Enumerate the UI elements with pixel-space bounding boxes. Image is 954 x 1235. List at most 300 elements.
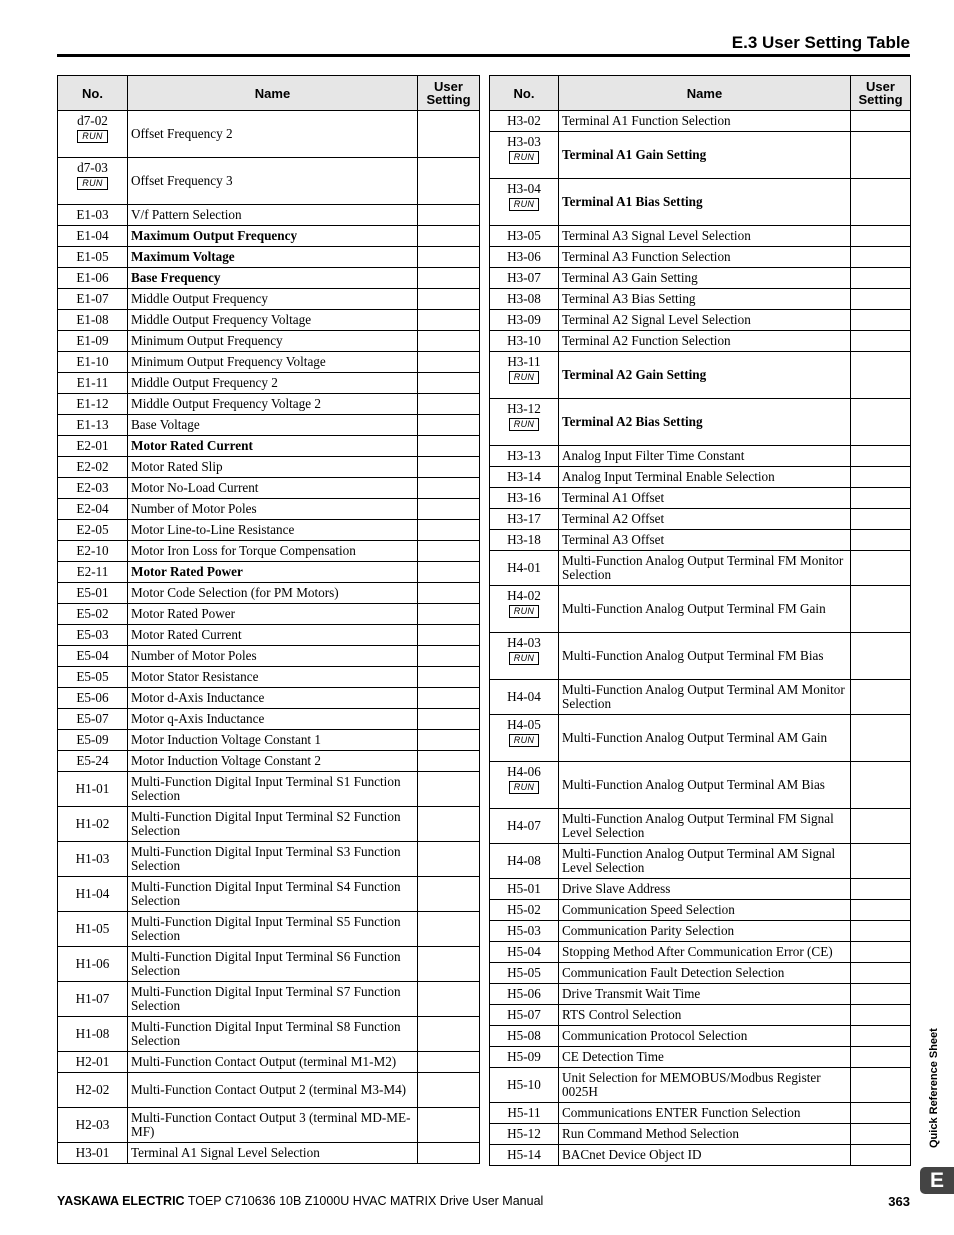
user-setting-cell[interactable]	[851, 247, 911, 268]
user-setting-cell[interactable]	[418, 1108, 480, 1143]
parameter-number: E5-24	[76, 753, 109, 768]
user-setting-cell[interactable]	[418, 373, 480, 394]
user-setting-cell[interactable]	[851, 1047, 911, 1068]
parameter-number: E1-10	[76, 354, 109, 369]
user-setting-cell[interactable]	[851, 963, 911, 984]
user-setting-cell[interactable]	[851, 942, 911, 963]
user-setting-cell[interactable]	[418, 205, 480, 226]
table-row	[58, 877, 480, 912]
parameter-number-cell	[58, 1073, 128, 1108]
table-row	[490, 1124, 911, 1145]
parameter-number: H3-10	[507, 333, 541, 348]
parameter-name: Motor Iron Loss for Torque Compensation	[128, 541, 418, 562]
parameter-name: Motor Induction Voltage Constant 1	[128, 730, 418, 751]
parameter-number: H3-07	[507, 270, 541, 285]
parameter-number-cell	[58, 982, 128, 1017]
table-row	[490, 1005, 911, 1026]
parameter-number: E5-09	[76, 732, 109, 747]
table-row	[490, 247, 911, 268]
parameter-name: Multi-Function Digital Input Terminal S1 Function Selection	[128, 772, 418, 807]
user-setting-cell[interactable]	[418, 646, 480, 667]
appendix-tab[interactable]: E	[920, 1167, 954, 1194]
parameter-number-cell	[490, 844, 559, 879]
table-row	[490, 268, 911, 289]
parameter-number: E2-05	[76, 522, 109, 537]
parameter-name: Terminal A3 Offset	[559, 530, 851, 551]
user-setting-cell[interactable]	[851, 715, 911, 762]
parameter-number-cell	[490, 879, 559, 900]
user-setting-cell[interactable]	[851, 310, 911, 331]
parameter-name: Analog Input Filter Time Constant	[559, 446, 851, 467]
parameter-name: Middle Output Frequency Voltage	[128, 310, 418, 331]
parameter-name: Offset Frequency 3	[128, 158, 418, 205]
parameter-number: H3-14	[507, 469, 541, 484]
parameter-number: H2-02	[75, 1082, 110, 1097]
user-setting-cell[interactable]	[851, 530, 911, 551]
table-row	[58, 842, 480, 877]
table-row	[490, 921, 911, 942]
parameter-number-cell	[58, 289, 128, 310]
parameter-name: V/f Pattern Selection	[128, 205, 418, 226]
parameter-name: Multi-Function Digital Input Terminal S5 Function Selection	[128, 912, 418, 947]
parameter-number: H5-11	[507, 1105, 541, 1120]
column-header-name: Name	[559, 76, 851, 111]
table-header-row	[58, 76, 480, 111]
user-setting-cell[interactable]	[851, 399, 911, 446]
parameter-name: Communication Speed Selection	[559, 900, 851, 921]
parameter-number-cell	[58, 842, 128, 877]
parameter-number: H4-01	[507, 560, 541, 575]
table-header-row	[490, 76, 911, 111]
parameter-number-cell	[58, 947, 128, 982]
user-setting-cell[interactable]	[418, 688, 480, 709]
parameter-number-cell	[490, 1124, 559, 1145]
parameter-name: Base Frequency	[128, 268, 418, 289]
table-row	[58, 111, 480, 158]
user-setting-table-right	[489, 75, 911, 1166]
user-setting-cell[interactable]	[418, 352, 480, 373]
parameter-number-cell	[58, 331, 128, 352]
parameter-name: Multi-Function Analog Output Terminal AM Gain	[559, 715, 851, 762]
parameter-name: Terminal A3 Gain Setting	[559, 268, 851, 289]
user-setting-cell[interactable]	[851, 289, 911, 310]
parameter-number-cell	[490, 247, 559, 268]
column-header-user-setting: User Setting	[418, 76, 480, 111]
user-setting-cell[interactable]	[851, 984, 911, 1005]
user-setting-cell[interactable]	[418, 1073, 480, 1108]
parameter-name: Terminal A3 Signal Level Selection	[559, 226, 851, 247]
user-setting-cell[interactable]	[851, 1145, 911, 1166]
table-row	[58, 457, 480, 478]
parameter-name: Motor Line-to-Line Resistance	[128, 520, 418, 541]
table-row	[58, 373, 480, 394]
parameter-number-cell	[58, 1017, 128, 1052]
parameter-name: Terminal A2 Bias Setting	[559, 399, 851, 446]
user-setting-cell[interactable]	[418, 709, 480, 730]
table-row	[58, 415, 480, 436]
parameter-name: Motor Stator Resistance	[128, 667, 418, 688]
parameter-name: Terminal A1 Signal Level Selection	[128, 1143, 418, 1164]
parameter-number-cell	[490, 446, 559, 467]
parameter-number: H5-05	[507, 965, 541, 980]
table-row	[490, 1047, 911, 1068]
parameter-name: Terminal A2 Offset	[559, 509, 851, 530]
parameter-number: E2-01	[76, 438, 109, 453]
user-setting-cell[interactable]	[851, 446, 911, 467]
parameter-name: Multi-Function Digital Input Terminal S3 Function Selection	[128, 842, 418, 877]
user-setting-cell[interactable]	[418, 625, 480, 646]
table-row	[58, 478, 480, 499]
user-setting-cell[interactable]	[418, 436, 480, 457]
parameter-number-cell	[58, 604, 128, 625]
user-setting-cell[interactable]	[418, 289, 480, 310]
section-title: E.3 User Setting Table	[731, 33, 910, 52]
parameter-number-cell	[490, 1068, 559, 1103]
parameter-number: E1-03	[76, 207, 109, 222]
parameter-number-cell	[490, 331, 559, 352]
parameter-number-cell	[58, 352, 128, 373]
user-setting-cell[interactable]	[851, 467, 911, 488]
parameter-number-cell	[58, 1143, 128, 1164]
parameter-number: H1-05	[75, 921, 110, 936]
table-row	[58, 226, 480, 247]
parameter-name: Motor Rated Current	[128, 436, 418, 457]
table-row	[490, 1103, 911, 1124]
parameter-name: Multi-Function Digital Input Terminal S8 Function Selection	[128, 1017, 418, 1052]
parameter-number-cell	[490, 179, 559, 226]
parameter-number-cell	[490, 586, 559, 633]
user-setting-cell[interactable]	[851, 331, 911, 352]
parameter-name: Terminal A1 Gain Setting	[559, 132, 851, 179]
run-badge-icon: RUN	[77, 130, 107, 143]
parameter-number-cell	[490, 509, 559, 530]
user-setting-cell[interactable]	[418, 982, 480, 1017]
parameter-name: Offset Frequency 2	[128, 111, 418, 158]
parameter-number: H1-04	[75, 886, 110, 901]
parameter-name: Drive Slave Address	[559, 879, 851, 900]
parameter-name: Terminal A3 Bias Setting	[559, 289, 851, 310]
parameter-name: Minimum Output Frequency Voltage	[128, 352, 418, 373]
parameter-name: Terminal A2 Signal Level Selection	[559, 310, 851, 331]
user-setting-cell[interactable]	[418, 751, 480, 772]
table-row	[490, 586, 911, 633]
parameter-name: Multi-Function Digital Input Terminal S7 Function Selection	[128, 982, 418, 1017]
user-setting-cell[interactable]	[418, 583, 480, 604]
parameter-number: H5-02	[507, 902, 541, 917]
table-row	[58, 709, 480, 730]
table-row	[490, 879, 911, 900]
user-setting-cell[interactable]	[851, 921, 911, 942]
user-setting-cell[interactable]	[851, 809, 911, 844]
parameter-name: Communication Fault Detection Selection	[559, 963, 851, 984]
table-row	[58, 583, 480, 604]
table-row	[58, 331, 480, 352]
user-setting-cell[interactable]	[418, 478, 480, 499]
parameter-number-cell	[490, 289, 559, 310]
table-row	[490, 715, 911, 762]
parameter-name: Run Command Method Selection	[559, 1124, 851, 1145]
table-row	[490, 179, 911, 226]
user-setting-cell[interactable]	[851, 1103, 911, 1124]
parameter-name: Motor Rated Current	[128, 625, 418, 646]
parameter-name: Motor Code Selection (for PM Motors)	[128, 583, 418, 604]
parameter-number-cell	[490, 530, 559, 551]
user-setting-cell[interactable]	[418, 520, 480, 541]
table-row	[58, 158, 480, 205]
table-row	[58, 205, 480, 226]
table-row	[490, 633, 911, 680]
user-setting-cell[interactable]	[851, 680, 911, 715]
table-row	[58, 751, 480, 772]
parameter-number: H1-02	[75, 816, 110, 831]
column-header-name: Name	[128, 76, 418, 111]
table-row	[490, 467, 911, 488]
table-row	[58, 772, 480, 807]
parameter-name: Communication Parity Selection	[559, 921, 851, 942]
parameter-number-cell	[58, 158, 128, 205]
user-setting-cell[interactable]	[418, 562, 480, 583]
parameter-number: H3-05	[507, 228, 541, 243]
parameter-name: Motor Rated Slip	[128, 457, 418, 478]
user-setting-cell[interactable]	[851, 1026, 911, 1047]
user-setting-cell[interactable]	[418, 1017, 480, 1052]
parameter-name: Motor d-Axis Inductance	[128, 688, 418, 709]
parameter-number-cell	[58, 478, 128, 499]
parameter-number: E5-04	[76, 648, 109, 663]
parameter-number: E1-04	[76, 228, 109, 243]
parameter-number-cell	[58, 373, 128, 394]
parameter-number: E1-11	[76, 375, 109, 390]
table-row	[490, 844, 911, 879]
user-setting-cell[interactable]	[418, 499, 480, 520]
parameter-name: Unit Selection for MEMOBUS/Modbus Register 0025H	[559, 1068, 851, 1103]
user-setting-cell[interactable]	[851, 226, 911, 247]
parameter-number: H4-04	[507, 689, 541, 704]
parameter-name: Terminal A2 Function Selection	[559, 331, 851, 352]
table-row	[490, 1068, 911, 1103]
table-row	[490, 963, 911, 984]
parameter-name: Terminal A1 Bias Setting	[559, 179, 851, 226]
parameter-number-cell	[490, 1145, 559, 1166]
parameter-name: Maximum Voltage	[128, 247, 418, 268]
user-setting-cell[interactable]	[418, 394, 480, 415]
user-setting-cell[interactable]	[851, 509, 911, 530]
parameter-number-cell	[490, 1026, 559, 1047]
user-setting-cell[interactable]	[851, 1068, 911, 1103]
parameter-name: Multi-Function Digital Input Terminal S4 Function Selection	[128, 877, 418, 912]
user-setting-cell[interactable]	[418, 158, 480, 205]
table-row	[58, 268, 480, 289]
table-row	[58, 667, 480, 688]
parameter-number: H3-11	[507, 354, 541, 369]
parameter-name: Multi-Function Analog Output Terminal FM Bias	[559, 633, 851, 680]
parameter-name: Multi-Function Analog Output Terminal AM Monitor Selection	[559, 680, 851, 715]
parameter-number: E1-12	[76, 396, 109, 411]
parameter-number-cell	[58, 688, 128, 709]
parameter-number: H5-03	[507, 923, 541, 938]
table-row	[58, 1108, 480, 1143]
parameter-number: H3-16	[507, 490, 541, 505]
run-badge-icon: RUN	[509, 198, 539, 211]
table-row	[58, 947, 480, 982]
parameter-number-cell	[58, 807, 128, 842]
user-setting-cell[interactable]	[418, 730, 480, 751]
parameter-number: H3-06	[507, 249, 541, 264]
parameter-number-cell	[490, 467, 559, 488]
parameter-name: BACnet Device Object ID	[559, 1145, 851, 1166]
user-setting-cell[interactable]	[418, 310, 480, 331]
user-setting-cell[interactable]	[418, 807, 480, 842]
parameter-number: H5-08	[507, 1028, 541, 1043]
parameter-number: H1-07	[75, 991, 110, 1006]
run-badge-icon: RUN	[509, 734, 539, 747]
side-tab-label: Quick Reference Sheet	[928, 1028, 940, 1148]
table-row	[58, 289, 480, 310]
parameter-number: H5-04	[507, 944, 541, 959]
user-setting-cell[interactable]	[851, 132, 911, 179]
user-setting-cell[interactable]	[418, 604, 480, 625]
parameter-number-cell	[58, 457, 128, 478]
parameter-number: E1-06	[76, 270, 109, 285]
parameter-name: Multi-Function Analog Output Terminal FM Signal Level Selection	[559, 809, 851, 844]
parameter-number-cell	[490, 399, 559, 446]
user-setting-cell[interactable]	[851, 268, 911, 289]
parameter-name: Number of Motor Poles	[128, 646, 418, 667]
table-row	[490, 352, 911, 399]
user-setting-cell[interactable]	[418, 226, 480, 247]
parameter-number: H3-09	[507, 312, 541, 327]
user-setting-cell[interactable]	[418, 331, 480, 352]
parameter-name: Motor q-Axis Inductance	[128, 709, 418, 730]
table-row	[58, 499, 480, 520]
column-header-user-setting: User Setting	[851, 76, 911, 111]
parameter-name: Maximum Output Frequency	[128, 226, 418, 247]
parameter-number-cell	[490, 1005, 559, 1026]
parameter-number-cell	[58, 205, 128, 226]
user-setting-cell[interactable]	[418, 247, 480, 268]
user-setting-cell[interactable]	[418, 877, 480, 912]
parameter-number: H3-04	[507, 181, 541, 196]
table-row	[490, 446, 911, 467]
run-badge-icon: RUN	[509, 652, 539, 665]
parameter-number: E2-04	[76, 501, 109, 516]
user-setting-cell[interactable]	[851, 488, 911, 509]
user-setting-cell[interactable]	[851, 586, 911, 633]
parameter-number: E1-07	[76, 291, 109, 306]
parameter-name: Terminal A1 Offset	[559, 488, 851, 509]
user-setting-cell[interactable]	[418, 111, 480, 158]
user-setting-cell[interactable]	[418, 842, 480, 877]
user-setting-cell[interactable]	[851, 551, 911, 586]
user-setting-cell[interactable]	[851, 879, 911, 900]
table-row	[490, 680, 911, 715]
table-row	[58, 1017, 480, 1052]
parameter-name: Middle Output Frequency	[128, 289, 418, 310]
run-badge-icon: RUN	[509, 371, 539, 384]
page-number: 363	[888, 1194, 910, 1209]
parameter-number-cell	[58, 520, 128, 541]
footer-brand: YASKAWA ELECTRIC	[57, 1194, 185, 1208]
parameter-number: H3-13	[507, 448, 541, 463]
user-setting-cell[interactable]	[418, 947, 480, 982]
table-row	[58, 625, 480, 646]
parameter-number: H4-03	[507, 635, 541, 650]
parameter-number: H4-06	[507, 764, 541, 779]
user-setting-cell[interactable]	[851, 762, 911, 809]
parameter-number-cell	[490, 268, 559, 289]
parameter-number-cell	[58, 667, 128, 688]
parameter-number: H3-02	[507, 113, 541, 128]
user-setting-cell[interactable]	[851, 179, 911, 226]
user-setting-cell[interactable]	[418, 1143, 480, 1164]
parameter-number-cell	[58, 394, 128, 415]
user-setting-cell[interactable]	[418, 667, 480, 688]
user-setting-cell[interactable]	[418, 457, 480, 478]
parameter-number-cell	[58, 226, 128, 247]
parameter-number: H3-01	[75, 1145, 110, 1160]
parameter-number-cell	[490, 226, 559, 247]
user-setting-cell[interactable]	[851, 844, 911, 879]
table-row	[490, 310, 911, 331]
user-setting-cell[interactable]	[851, 352, 911, 399]
parameter-number-cell	[490, 352, 559, 399]
table-row	[58, 541, 480, 562]
user-setting-cell[interactable]	[851, 900, 911, 921]
user-setting-cell[interactable]	[851, 111, 911, 132]
parameter-name: Multi-Function Analog Output Terminal FM Monitor Selection	[559, 551, 851, 586]
parameter-number: H4-08	[507, 853, 541, 868]
parameter-name: Communications ENTER Function Selection	[559, 1103, 851, 1124]
parameter-number-cell	[490, 809, 559, 844]
table-row	[58, 688, 480, 709]
table-row	[58, 394, 480, 415]
user-setting-cell[interactable]	[418, 268, 480, 289]
user-setting-cell[interactable]	[418, 772, 480, 807]
parameter-name: Terminal A3 Function Selection	[559, 247, 851, 268]
parameter-number: E5-06	[76, 690, 109, 705]
table-row	[490, 399, 911, 446]
parameter-number: H1-08	[75, 1026, 110, 1041]
parameter-name: Middle Output Frequency Voltage 2	[128, 394, 418, 415]
parameter-name: Terminal A1 Function Selection	[559, 111, 851, 132]
user-setting-cell[interactable]	[851, 633, 911, 680]
parameter-number-cell	[490, 111, 559, 132]
parameter-number: H3-03	[507, 134, 541, 149]
table-row	[58, 352, 480, 373]
parameter-name: Motor Rated Power	[128, 604, 418, 625]
user-setting-cell[interactable]	[851, 1124, 911, 1145]
user-setting-cell[interactable]	[418, 541, 480, 562]
table-row	[58, 247, 480, 268]
parameter-number-cell	[58, 772, 128, 807]
user-setting-cell[interactable]	[418, 912, 480, 947]
parameter-number-cell	[58, 111, 128, 158]
table-row	[58, 646, 480, 667]
parameter-number-cell	[58, 247, 128, 268]
parameter-number-cell	[490, 942, 559, 963]
user-setting-cell[interactable]	[418, 415, 480, 436]
user-setting-cell[interactable]	[851, 1005, 911, 1026]
parameter-number: E5-01	[76, 585, 109, 600]
table-row	[58, 604, 480, 625]
table-row	[490, 111, 911, 132]
table-row	[58, 310, 480, 331]
user-setting-cell[interactable]	[418, 1052, 480, 1073]
parameter-number: E5-05	[76, 669, 109, 684]
table-row	[490, 509, 911, 530]
parameter-number: H1-06	[75, 956, 110, 971]
table-row	[490, 809, 911, 844]
